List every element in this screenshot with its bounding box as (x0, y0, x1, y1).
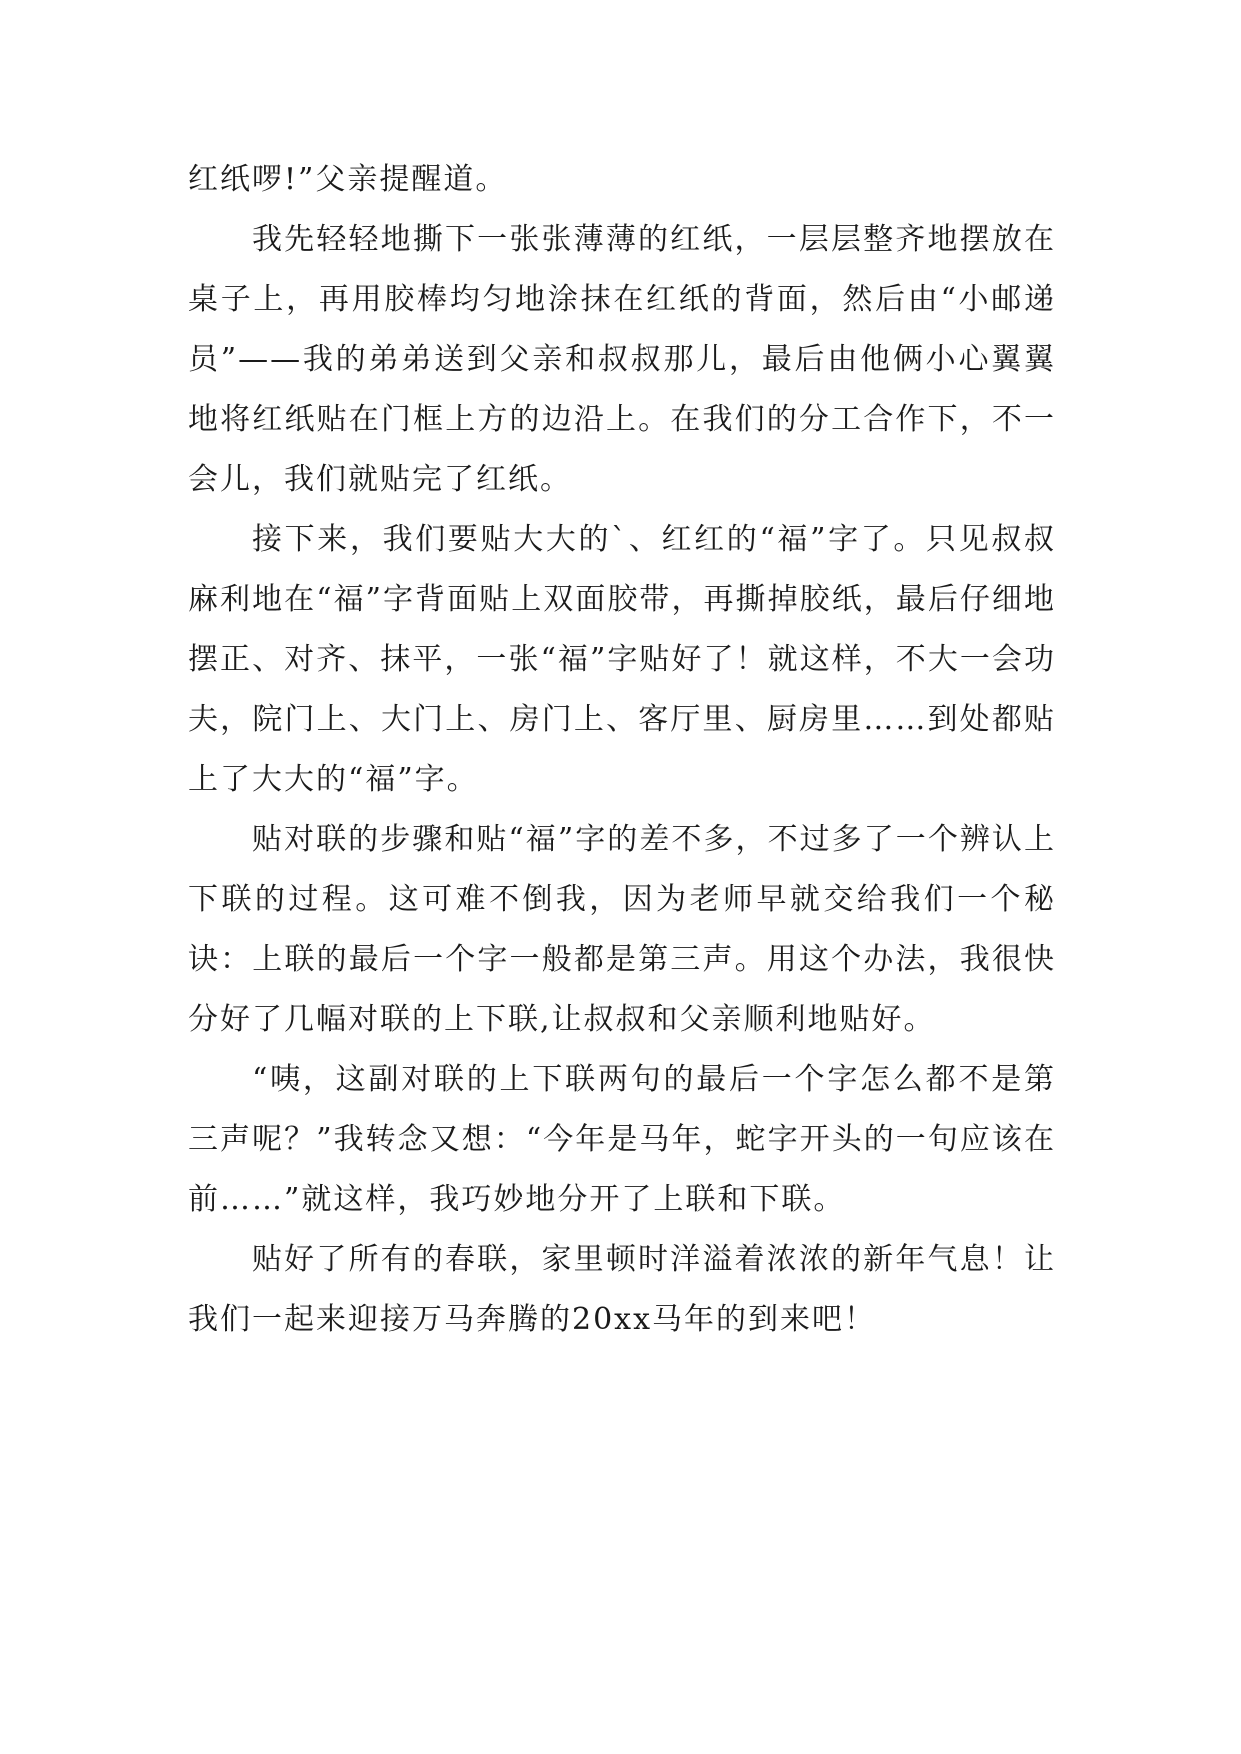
document-body (188, 150, 1056, 1350)
paragraph-tearing-red-paper: 我先轻轻地撕下一张张薄薄的红纸，一层层整齐地摆放在桌子上，再用胶棒均匀地涂抹在红纸的背面，然后由“小邮递员”——我的弟弟送到父亲和叔叔那儿，最后由他俩小心翼翼地将红纸贴在门框上方的边沿上。在我们的分工合作下，不一会儿，我们就贴完了红纸。 (188, 222, 1056, 497)
paragraph-couplet-steps: 贴对联的步骤和贴“福”字的差不多，不过多了一个辨认上下联的过程。这可难不倒我，因为老师早就交给我们一个秘诀：上联的最后一个字一般都是第三声。用这个办法，我很快分好了几幅对联的上下联,让叔叔和父亲顺利地贴好。 (188, 822, 1056, 1037)
paragraph-fu-character: 接下来，我们要贴大大的`、红红的“福”字了。只见叔叔麻利地在“福”字背面贴上双面胶带，再撕掉胶纸，最后仔细地摆正、对齐、抹平，一张“福”字贴好了！就这样，不大一会功夫，院门上、大门上、房门上、客厅里、厨房里……到处都贴上了大大的“福”字。 (188, 522, 1056, 797)
paragraph-couplet-puzzle: “咦，这副对联的上下联两句的最后一个字怎么都不是第三声呢？”我转念又想：“今年是马年，蛇字开头的一句应该在前……”就这样，我巧妙地分开了上联和下联。 (188, 1062, 1056, 1217)
paragraph-continuation: 红纸啰!”父亲提醒道。 (188, 162, 508, 197)
paragraph-conclusion: 贴好了所有的春联，家里顿时洋溢着浓浓的新年气息！让我们一起来迎接万马奔腾的20xx马年的到来吧！ (188, 1242, 1056, 1337)
